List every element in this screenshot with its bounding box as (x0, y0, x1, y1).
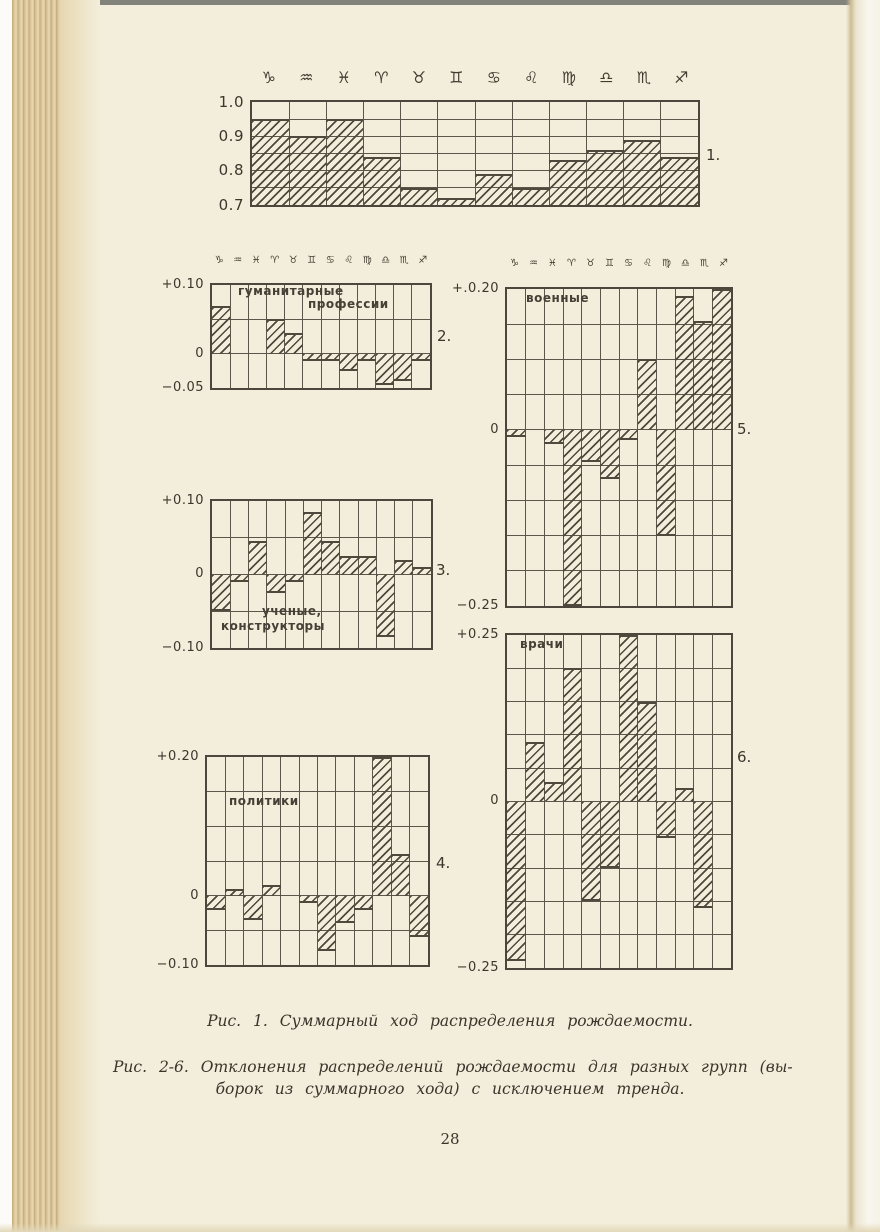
chart-3-bar-capricorn (212, 575, 230, 612)
chart-1-bar-libra (587, 150, 624, 205)
chart-1-bar-taurus (401, 188, 438, 205)
chart-2-number: 2. (437, 327, 452, 345)
zodiac-cancer-icon: ♋ (325, 255, 335, 266)
scan-left-margin (0, 0, 12, 1232)
chart-6-bar-capricorn (507, 802, 526, 962)
chart-1-bar-gemini (438, 198, 475, 205)
chart-6-number: 6. (737, 748, 752, 766)
zodiac-sagittarius-icon: ♐ (418, 255, 428, 266)
chart-2-bar-libra (376, 354, 394, 385)
scan-bottom-edge (0, 1223, 880, 1232)
chart-4-plot (205, 755, 430, 967)
chart-1-ytick-3: 0.7 (218, 195, 244, 214)
zodiac-libra-icon: ♎ (381, 255, 391, 266)
gridline (225, 757, 226, 965)
chart-5-bar-pisces (544, 430, 563, 444)
zodiac-virgo-icon: ♍ (362, 255, 372, 266)
chart-3-bar-sagittarius (413, 567, 431, 574)
chart-5-bar-gemini (600, 430, 619, 479)
gridline (358, 501, 359, 648)
chart-6-bar-scorpio (694, 802, 713, 909)
chart-4-bar-capricorn (207, 896, 225, 910)
chart-6-bar-aquarius (526, 742, 545, 802)
chart-3-ytick-1: 0 (195, 566, 204, 582)
chart-5-bar-sagittarius (712, 289, 731, 430)
zodiac-sagittarius-icon: ♐ (674, 68, 689, 87)
chart-1-bar-aries (364, 157, 401, 205)
zodiac-pisces-icon: ♓ (251, 255, 261, 266)
gridline (544, 289, 545, 606)
gridline (354, 757, 355, 965)
chart-2-bar-capricorn (212, 306, 230, 354)
chart-6-ytick-0: +0.25 (456, 626, 499, 642)
chart-2-group-label-0: гуманитарные (238, 284, 344, 298)
chart-5-bar-virgo (656, 430, 675, 536)
zodiac-aries-icon: ♈ (270, 255, 280, 266)
chart-5-ytick-1: 0 (490, 421, 499, 437)
chart-4-bar-cancer (318, 896, 336, 951)
chart-3-ytick-0: +0.10 (161, 492, 204, 508)
zodiac-aquarius-icon: ♒ (299, 68, 314, 87)
chart-3-bar-taurus (285, 575, 303, 582)
zodiac-capricorn-icon: ♑ (510, 258, 519, 269)
chart-2-bar-virgo (357, 354, 375, 361)
chart-2-bar-aries (267, 319, 285, 353)
chart-1-number: 1. (706, 146, 721, 164)
chart-2-ytick-1: 0 (195, 345, 204, 361)
chart-1-bar-sagittarius (661, 157, 698, 205)
gridline (299, 757, 300, 965)
zodiac-taurus-icon: ♉ (586, 258, 595, 269)
gridline (412, 501, 413, 648)
gridline (525, 289, 526, 606)
zodiac-capricorn-icon: ♑ (261, 68, 276, 87)
chart-6-bar-libra (675, 788, 694, 801)
zodiac-taurus-icon: ♉ (288, 255, 298, 266)
chart-2-ytick-0: +0.10 (161, 276, 204, 292)
chart-4-ytick-0: +0.20 (156, 748, 199, 764)
zodiac-aquarius-icon: ♒ (529, 258, 538, 269)
zodiac-sagittarius-icon: ♐ (719, 258, 728, 269)
chart-2-bar-leo (339, 354, 357, 371)
chart-5-bar-aries (563, 430, 582, 606)
book-page-edges-left (12, 0, 60, 1232)
zodiac-pisces-icon: ♓ (336, 68, 351, 87)
chart-3-bar-virgo (358, 556, 376, 574)
chart-1-ytick-2: 0.8 (218, 161, 244, 180)
chart-3-ytick-2: −0.10 (161, 639, 204, 655)
chart-1-bar-aquarius (289, 136, 326, 205)
chart-4-bar-scorpio (391, 854, 409, 896)
chart-4-bar-aries (262, 885, 280, 895)
chart-5-ytick-2: −0.25 (456, 597, 499, 613)
chart-5-bar-leo (638, 359, 657, 429)
zodiac-aries-icon: ♈ (567, 258, 576, 269)
zodiac-scorpio-icon: ♏ (636, 68, 651, 87)
chart-5-plot (505, 287, 733, 608)
chart-5-ytick-0: +.0.20 (452, 280, 499, 296)
gridline (280, 757, 281, 965)
zodiac-scorpio-icon: ♏ (700, 258, 709, 269)
chart-4-group-label-0: политики (229, 794, 299, 808)
chart-4-ytick-1: 0 (190, 887, 199, 903)
figure-1-caption: Рис. 1. Суммарный ход распределения рождаемости. (207, 1012, 693, 1030)
figure-2-6-caption-line-2: борок из суммарного хода) с исключением тренда. (215, 1080, 685, 1098)
zodiac-capricorn-icon: ♑ (214, 255, 224, 266)
chart-6-bar-pisces (544, 782, 563, 802)
chart-3-group-label-1: конструкторы (221, 619, 325, 633)
gridline (262, 757, 263, 965)
zodiac-virgo-icon: ♍ (662, 258, 671, 269)
gridline (339, 501, 340, 648)
chart-2-group-label-1: профессии (308, 297, 389, 311)
chart-3-bar-pisces (249, 541, 267, 574)
figure-2-6-caption-line-1: Рис. 2-6. Отклонения распределений рождаемости для разных групп (вы- (113, 1058, 793, 1076)
gridline (544, 635, 545, 968)
chart-4-bar-libra (373, 757, 391, 896)
chart-4-number: 4. (436, 854, 451, 872)
chart-1-ytick-1: 0.9 (218, 127, 244, 146)
chart-4-bar-gemini (299, 896, 317, 903)
chart-6-bar-virgo (656, 802, 675, 839)
zodiac-gemini-icon: ♊ (449, 68, 464, 87)
zodiac-cancer-icon: ♋ (486, 68, 501, 87)
gridline (637, 289, 638, 606)
book-page-edge-right (846, 0, 880, 1232)
chart-3-bar-scorpio (395, 560, 413, 575)
chart-3-bar-leo (340, 556, 358, 574)
scan-top-edge (100, 0, 880, 5)
chart-5-bar-taurus (582, 430, 601, 462)
chart-4-ytick-2: −0.10 (156, 956, 199, 972)
chart-3-bar-aquarius (230, 575, 248, 582)
chart-6-bar-aries (563, 668, 582, 801)
chart-1-bar-scorpio (624, 140, 661, 205)
page-number: 28 (440, 1130, 460, 1148)
zodiac-aries-icon: ♈ (374, 68, 389, 87)
chart-3-bar-gemini (303, 512, 321, 574)
chart-6-group-label-0: врачи (520, 637, 564, 651)
chart-5-bar-cancer (619, 430, 638, 441)
zodiac-libra-icon: ♎ (681, 258, 690, 269)
gridline (243, 757, 244, 965)
chart-3-bar-cancer (322, 541, 340, 574)
chart-5-bar-capricorn (507, 430, 526, 437)
zodiac-leo-icon: ♌ (643, 258, 652, 269)
chart-4-bar-virgo (354, 896, 372, 910)
chart-6-bar-taurus (582, 802, 601, 902)
chart-1-bar-capricorn (252, 119, 289, 205)
chart-1-bar-pisces (326, 119, 363, 205)
chart-6-bar-gemini (600, 802, 619, 869)
zodiac-pisces-icon: ♓ (548, 258, 557, 269)
gridline (248, 285, 249, 388)
chart-2-ytick-2: −0.05 (161, 379, 204, 395)
zodiac-leo-icon: ♌ (524, 68, 539, 87)
chart-4-bar-pisces (244, 896, 262, 920)
chart-5-group-label-0: военные (526, 291, 590, 305)
book-page-edges-fade (60, 0, 100, 1232)
chart-3-bar-libra (376, 575, 394, 637)
chart-2-bar-scorpio (394, 354, 412, 381)
chart-5-number: 5. (737, 420, 752, 438)
chart-2-bar-cancer (321, 354, 339, 361)
zodiac-scorpio-icon: ♏ (399, 255, 409, 266)
chart-1-bar-virgo (549, 160, 586, 205)
chart-4-bar-leo (336, 896, 354, 924)
zodiac-taurus-icon: ♉ (411, 68, 426, 87)
chart-1-bar-leo (512, 188, 549, 205)
zodiac-gemini-icon: ♊ (605, 258, 614, 269)
chart-6-ytick-1: 0 (490, 793, 499, 809)
chart-2-bar-sagittarius (412, 354, 430, 361)
chart-4-bar-aquarius (225, 889, 243, 896)
chart-1-ytick-0: 1.0 (218, 92, 244, 111)
chart-3-group-label-0: ученые, (262, 604, 322, 618)
chart-4-bar-sagittarius (410, 896, 428, 938)
zodiac-virgo-icon: ♍ (561, 68, 576, 87)
zodiac-aquarius-icon: ♒ (233, 255, 243, 266)
chart-6-ytick-2: −0.25 (456, 959, 499, 975)
chart-5-bar-scorpio (694, 321, 713, 430)
chart-6-bar-leo (638, 702, 657, 802)
chart-5-bar-libra (675, 296, 694, 430)
zodiac-libra-icon: ♎ (599, 68, 614, 87)
chart-1-plot (250, 100, 700, 207)
zodiac-cancer-icon: ♋ (624, 258, 633, 269)
chart-2-bar-taurus (285, 333, 303, 354)
zodiac-gemini-icon: ♊ (307, 255, 317, 266)
chart-6-bar-cancer (619, 635, 638, 802)
chart-1-bar-cancer (475, 174, 512, 205)
chart-3-bar-aries (267, 575, 285, 593)
zodiac-leo-icon: ♌ (344, 255, 354, 266)
chart-2-bar-gemini (303, 354, 321, 361)
chart-3-number: 3. (436, 561, 451, 579)
chart-6-plot (505, 633, 733, 970)
